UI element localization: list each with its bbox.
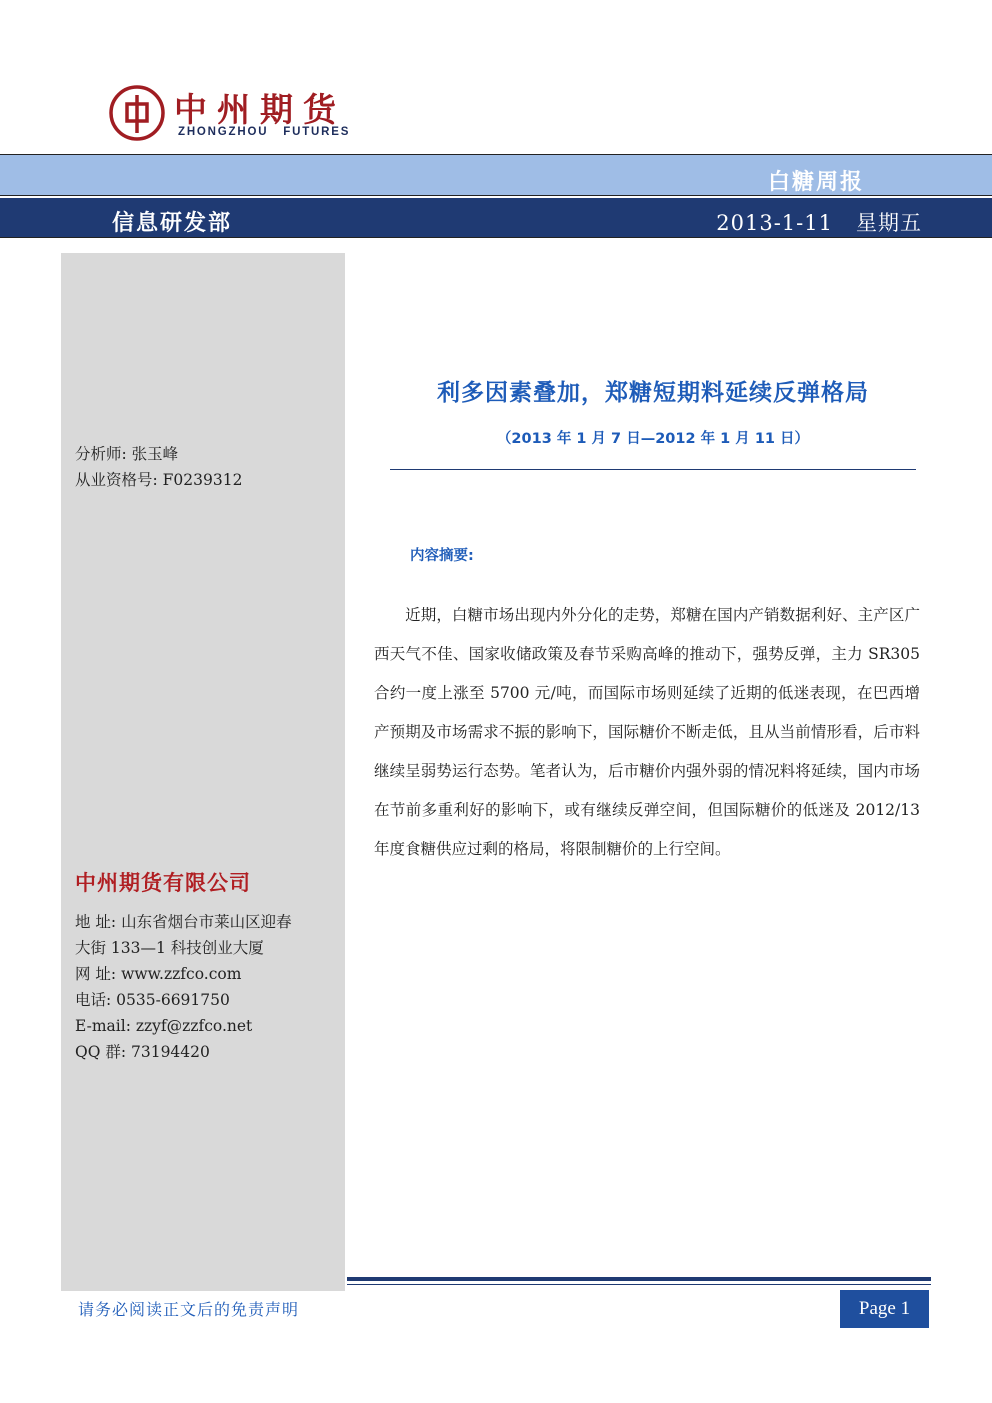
department-name: 信息研发部 <box>112 210 233 236</box>
contact-qq-group: QQ 群: 73194420 <box>75 1043 210 1061</box>
summary-paragraph <box>374 596 920 869</box>
report-period: （2013 年 1 月 7 日—2012 年 1 月 11 日） <box>496 431 810 447</box>
logo-english-text: ZHONGZHOU FUTURES <box>178 126 351 138</box>
logo-chinese-text: 中州期货 <box>174 90 346 129</box>
summary-text: 近期，白糖市场出现内外分化的走势，郑糖在国内产销数据利好、主产区广西天气不佳、国家收储政策及春节采购高峰的推动下，强势反弹，主力 SR305 合约一度上涨至 5700 元/吨，而国际市场则延续了近期的低迷表现，在巴西增产预期及市场需求不振的影响下，国际糖价不断走低，且从当前情形看，后市料继续呈弱势运行态势。笔者认为，后市糖价内强外弱的情况料将延续，国内市场在节前多重利好的影响下，或有继续反弹空间，但国际糖价的低迷及 2012/13 年度食糖供应过剩的格局，将限制糖价的上行空间。 <box>374 606 920 858</box>
contact-website[interactable]: 网 址: www.zzfco.com <box>75 965 242 983</box>
analyst-license: 从业资格号: F0239312 <box>75 471 243 489</box>
contact-phone: 电话: 0535-6691750 <box>75 991 230 1009</box>
report-weekday: 星期五 <box>856 211 922 235</box>
contact-address-line2: 大街 133—1 科技创业大厦 <box>75 939 264 957</box>
contact-email[interactable]: E-mail: zzyf@zzfco.net <box>75 1017 253 1035</box>
company-logo <box>108 82 368 148</box>
department-date-band <box>0 198 992 238</box>
report-type-band <box>0 154 992 196</box>
summary-label: 内容摘要: <box>410 548 474 564</box>
sidebar <box>61 253 345 1291</box>
analyst-name: 分析师: 张玉峰 <box>75 445 179 463</box>
report-title: 利多因素叠加，郑糖短期料延续反弹格局 <box>437 380 869 406</box>
report-type-title: 白糖周报 <box>767 170 864 195</box>
footer-divider-thin <box>347 1284 931 1285</box>
footer-divider <box>347 1277 931 1281</box>
analyst-info <box>75 441 242 493</box>
company-name: 中州期货有限公司 <box>75 871 251 895</box>
contact-address-line1: 地 址: 山东省烟台市莱山区迎春 <box>75 913 292 931</box>
report-date <box>716 207 922 237</box>
title-divider <box>390 469 916 470</box>
report-date-value: 2013-1-11 <box>716 211 833 235</box>
disclaimer-notice: 请务必阅读正文后的免责声明 <box>78 1300 300 1319</box>
company-contact <box>75 909 337 1065</box>
page-number-badge: Page 1 <box>840 1290 929 1328</box>
zhongzhou-logo-icon <box>108 84 166 142</box>
